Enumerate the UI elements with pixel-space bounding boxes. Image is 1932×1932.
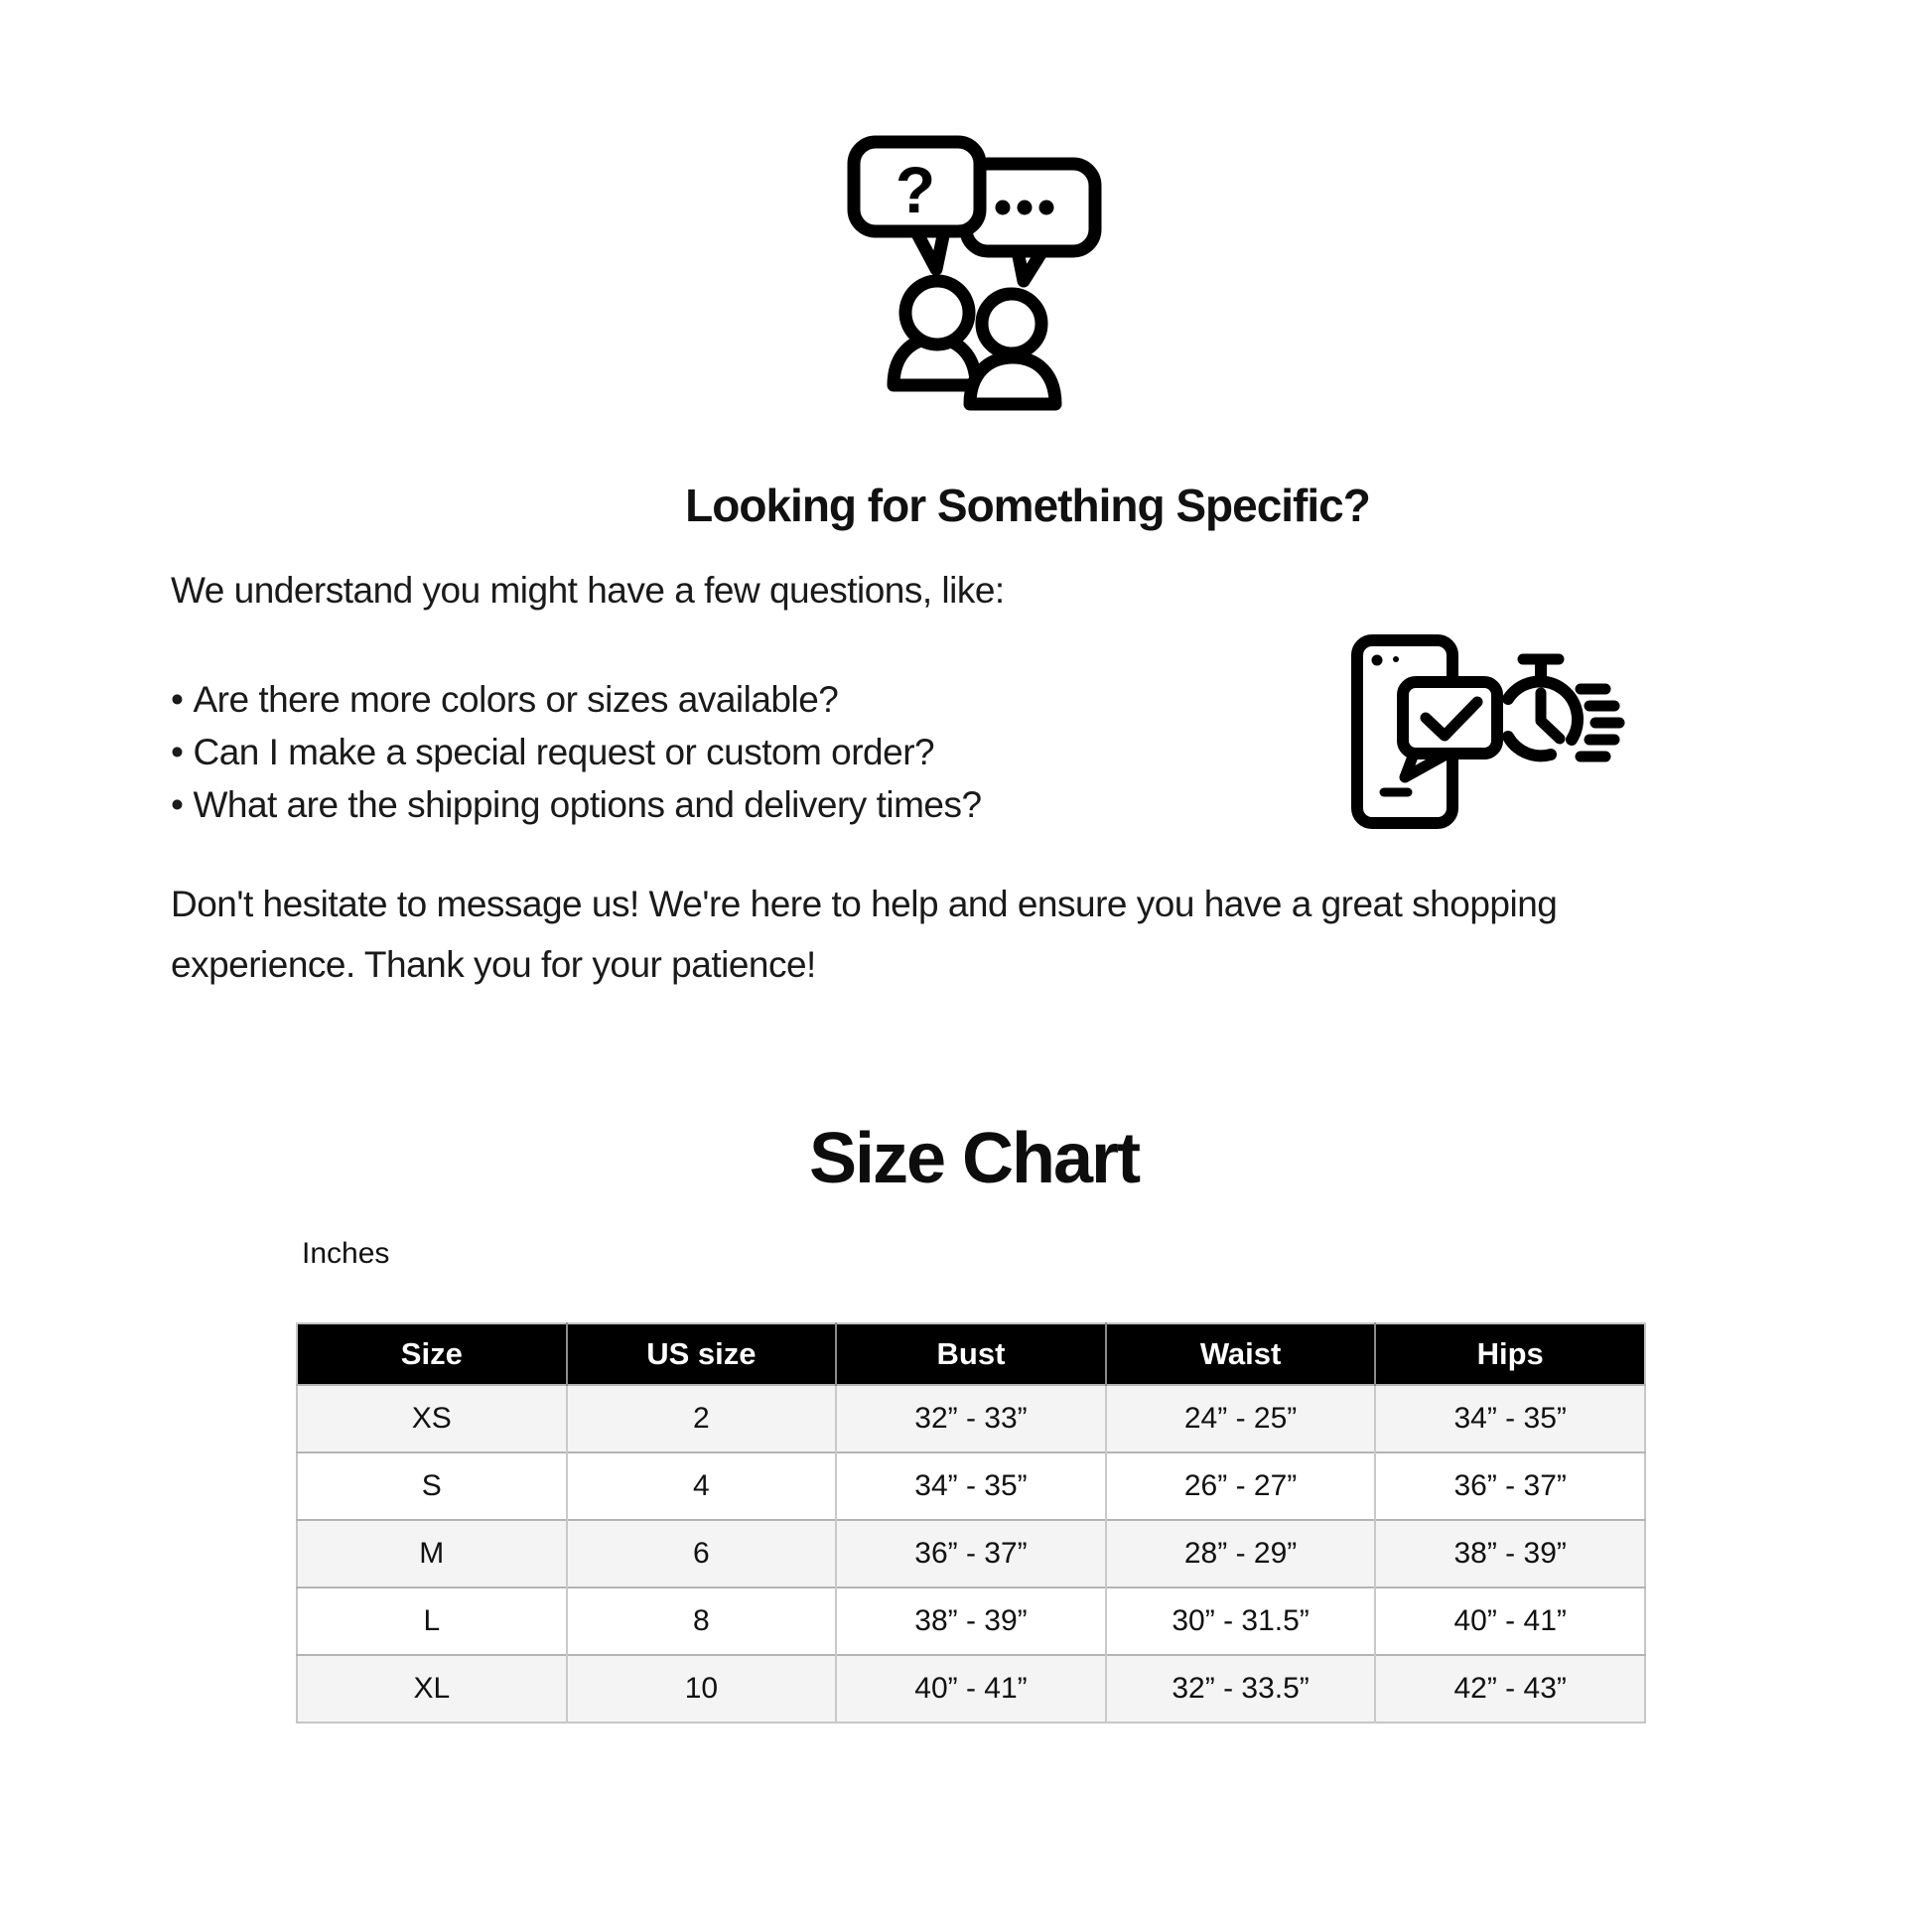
column-header-us-size: US size [567, 1323, 837, 1385]
table-row-xs [297, 1385, 1645, 1452]
message-bubble [1403, 682, 1497, 754]
size-cell: L [297, 1587, 567, 1655]
stopwatch-bottom-arc [1508, 737, 1551, 756]
question-text: Are there more colors or sizes available? [193, 679, 839, 720]
closing-message-line: Don't hesitate to message us! We're here to help and ensure you have a great shopping [171, 884, 1558, 924]
waist-cell: 30” - 31.5” [1106, 1587, 1376, 1655]
closing-message-line: experience. Thank you for your patience! [171, 944, 816, 985]
hips-cell: 34” - 35” [1375, 1385, 1645, 1452]
hips-cell: 38” - 39” [1375, 1520, 1645, 1587]
us-size-cell: 6 [567, 1520, 837, 1587]
us-size-cell: 2 [567, 1385, 837, 1452]
closing-message [171, 874, 1557, 995]
bust-cell: 32” - 33” [836, 1385, 1106, 1452]
phone-camera-dot [1372, 655, 1383, 666]
column-header-waist: Waist [1106, 1323, 1376, 1385]
hips-cell: 36” - 37” [1375, 1452, 1645, 1520]
size-chart-table [296, 1322, 1646, 1724]
chat-question-icon-svg [834, 129, 1152, 417]
column-header-bust: Bust [836, 1323, 1106, 1385]
phone-camera-dot-small [1393, 656, 1399, 662]
column-header-size: Size [297, 1323, 567, 1385]
bust-cell: 40” - 41” [836, 1655, 1106, 1723]
person-right-shoulders [970, 357, 1055, 404]
question-list [171, 673, 982, 831]
question-item [171, 778, 982, 831]
question-text: What are the shipping options and delivery times? [193, 784, 982, 825]
table-row-l [297, 1587, 1645, 1655]
person-left-head [905, 281, 969, 345]
waist-cell: 26” - 27” [1106, 1452, 1376, 1520]
bullet-glyph: • [171, 679, 184, 720]
page-title: Looking for Something Specific? [685, 480, 1370, 531]
size-cell: S [297, 1452, 567, 1520]
question-item [171, 726, 982, 778]
size-cell: M [297, 1520, 567, 1587]
table-row-xl [297, 1655, 1645, 1723]
question-text: Can I make a special request or custom order? [193, 732, 935, 772]
table-header-row [297, 1323, 1645, 1385]
phone-quick-reply-icon [1320, 616, 1648, 874]
bust-cell: 34” - 35” [836, 1452, 1106, 1520]
person-right-head [982, 294, 1041, 353]
waist-cell: 28” - 29” [1106, 1520, 1376, 1587]
unit-label: Inches [302, 1237, 390, 1270]
question-item [171, 673, 982, 726]
size-cell: XS [297, 1385, 567, 1452]
table-row-s [297, 1452, 1645, 1520]
column-header-hips: Hips [1375, 1323, 1645, 1385]
us-size-cell: 8 [567, 1587, 837, 1655]
bust-cell: 36” - 37” [836, 1520, 1106, 1587]
hips-cell: 40” - 41” [1375, 1587, 1645, 1655]
waist-cell: 32” - 33.5” [1106, 1655, 1376, 1723]
us-size-cell: 10 [567, 1655, 837, 1723]
stopwatch-hands [1541, 693, 1560, 739]
ellipsis-dots-icon [996, 201, 1054, 215]
bust-cell: 38” - 39” [836, 1587, 1106, 1655]
intro-text: We understand you might have a few questions, like: [171, 570, 1005, 611]
waist-cell: 24” - 25” [1106, 1385, 1376, 1452]
bullet-glyph: • [171, 732, 184, 772]
chat-question-icon [834, 129, 1152, 417]
size-cell: XL [297, 1655, 567, 1723]
hips-cell: 42” - 43” [1375, 1655, 1645, 1723]
table-row-m [297, 1520, 1645, 1587]
us-size-cell: 4 [567, 1452, 837, 1520]
phone-quick-reply-icon-svg [1320, 616, 1648, 874]
question-mark-glyph: ? [895, 153, 936, 226]
size-chart-title: Size Chart [808, 1119, 1140, 1198]
bullet-glyph: • [171, 784, 184, 825]
